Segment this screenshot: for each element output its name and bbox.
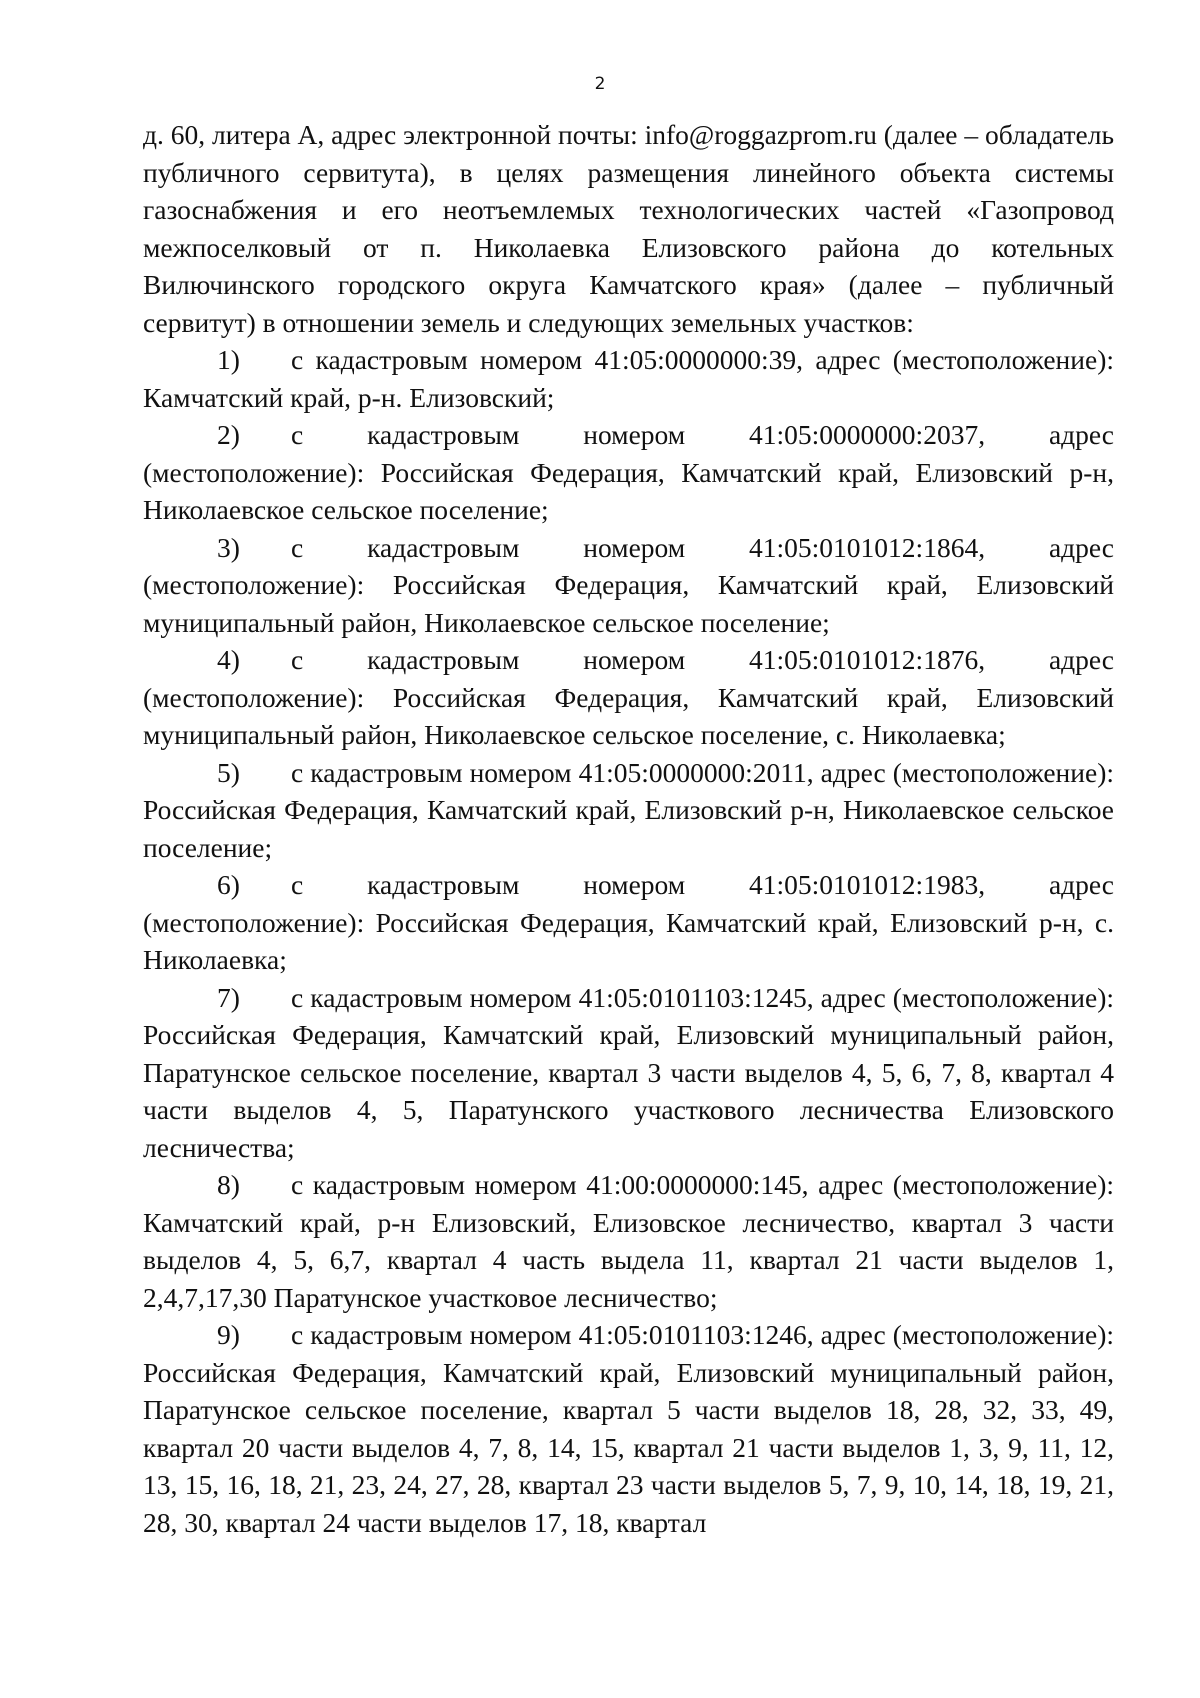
- list-item-7: [143, 979, 1114, 1167]
- item-number: 5): [217, 756, 240, 788]
- item-text: с кадастровым номером 41:05:0101103:1245, адрес (местоположение): Российская Федерация, Камчатский край, Елизовский муниципальный район, Паратунское сельское поселение, квартал 3 части выделов 4, 5, 6, 7, 8, квартал 4 части выделов 4, 5, Паратунского участкового лесничества Елизовского лесничества;: [143, 981, 1114, 1163]
- item-number: 6): [217, 869, 240, 900]
- item-number: 2): [217, 419, 240, 450]
- item-number: 8): [217, 1169, 240, 1200]
- page-number: 2: [594, 74, 606, 94]
- list-item-6: [143, 866, 1114, 979]
- item-text: с кадастровым номером 41:05:0000000:2037, адрес (местоположение): Российская Федерация, Камчатский край, Елизовский р-н, Николаевское сельское поселение;: [143, 419, 1114, 525]
- item-number: 3): [217, 531, 240, 563]
- list-item-3: [143, 529, 1114, 642]
- list-item-1: [143, 341, 1114, 416]
- item-number: 4): [217, 644, 240, 675]
- list-item-2: [143, 416, 1114, 529]
- item-number: 9): [217, 1319, 240, 1350]
- item-text: с кадастровым номером 41:05:0101012:1864, адрес (местоположение): Российская Федерация, Камчатский край, Елизовский муниципальный район, Николаевское сельское поселение;: [143, 531, 1114, 638]
- document-body: [143, 116, 1114, 1541]
- item-text: с кадастровым номером 41:05:0000000:39, адрес (местоположение): Камчатский край, р-н. Елизовский;: [143, 344, 1114, 413]
- item-text: с кадастровым номером 41:05:0000000:2011, адрес (местоположение): Российская Федерация, Камчатский край, Елизовский р-н, Николаевское сельское поселение;: [143, 756, 1114, 863]
- list-item-4: [143, 641, 1114, 754]
- item-text: с кадастровым номером 41:05:0101012:1876, адрес (местоположение): Российская Федерация, Камчатский край, Елизовский муниципальный район, Николаевское сельское поселение, с. Николаевка;: [143, 644, 1114, 750]
- item-text: с кадастровым номером 41:05:0101103:1246, адрес (местоположение): Российская Федерация, Камчатский край, Елизовский муниципальный район, Паратунское сельское поселение, квартал 5 части выделов 18, 28, 32, 33, 49, квартал 20 части выделов 4, 7, 8, 14, 15, квартал 21 части выделов 1, 3, 9, 11, 12, 13, 15, 16, 18, 21, 23, 24, 27, 28, квартал 23 части выделов 5, 7, 9, 10, 14, 18, 19, 21, 28, 30, квартал 24 части выделов 17, 18, квартал: [143, 1319, 1114, 1538]
- item-text: с кадастровым номером 41:00:0000000:145, адрес (местоположение): Камчатский край, р-н Елизовский, Елизовское лесничество, квартал 3 части выделов 4, 5, 6,7, квартал 4 часть выдела 11, квартал 21 части выделов 1, 2,4,7,17,30 Паратунское участковое лесничество;: [143, 1169, 1114, 1313]
- item-text: с кадастровым номером 41:05:0101012:1983, адрес (местоположение): Российская Федерация, Камчатский край, Елизовский р-н, с. Николаевка;: [143, 869, 1114, 975]
- list-item-9: [143, 1316, 1114, 1541]
- item-number: 7): [217, 981, 240, 1013]
- list-item-8: [143, 1166, 1114, 1316]
- item-number: 1): [217, 344, 240, 375]
- intro-paragraph: д. 60, литера А, адрес электронной почты: info@roggazprom.ru (далее – обладатель публичного сервитута), в целях размещения линейного объекта системы газоснабжения и его неотъемлемых технологических частей «Газопровод межпоселковый от п. Николаевка Елизовского района до котельных Вилючинского городского округа Камчатского края» (далее – публичный сервитут) в отношении земель и следующих земельных участков:: [143, 119, 1114, 338]
- list-item-5: [143, 754, 1114, 867]
